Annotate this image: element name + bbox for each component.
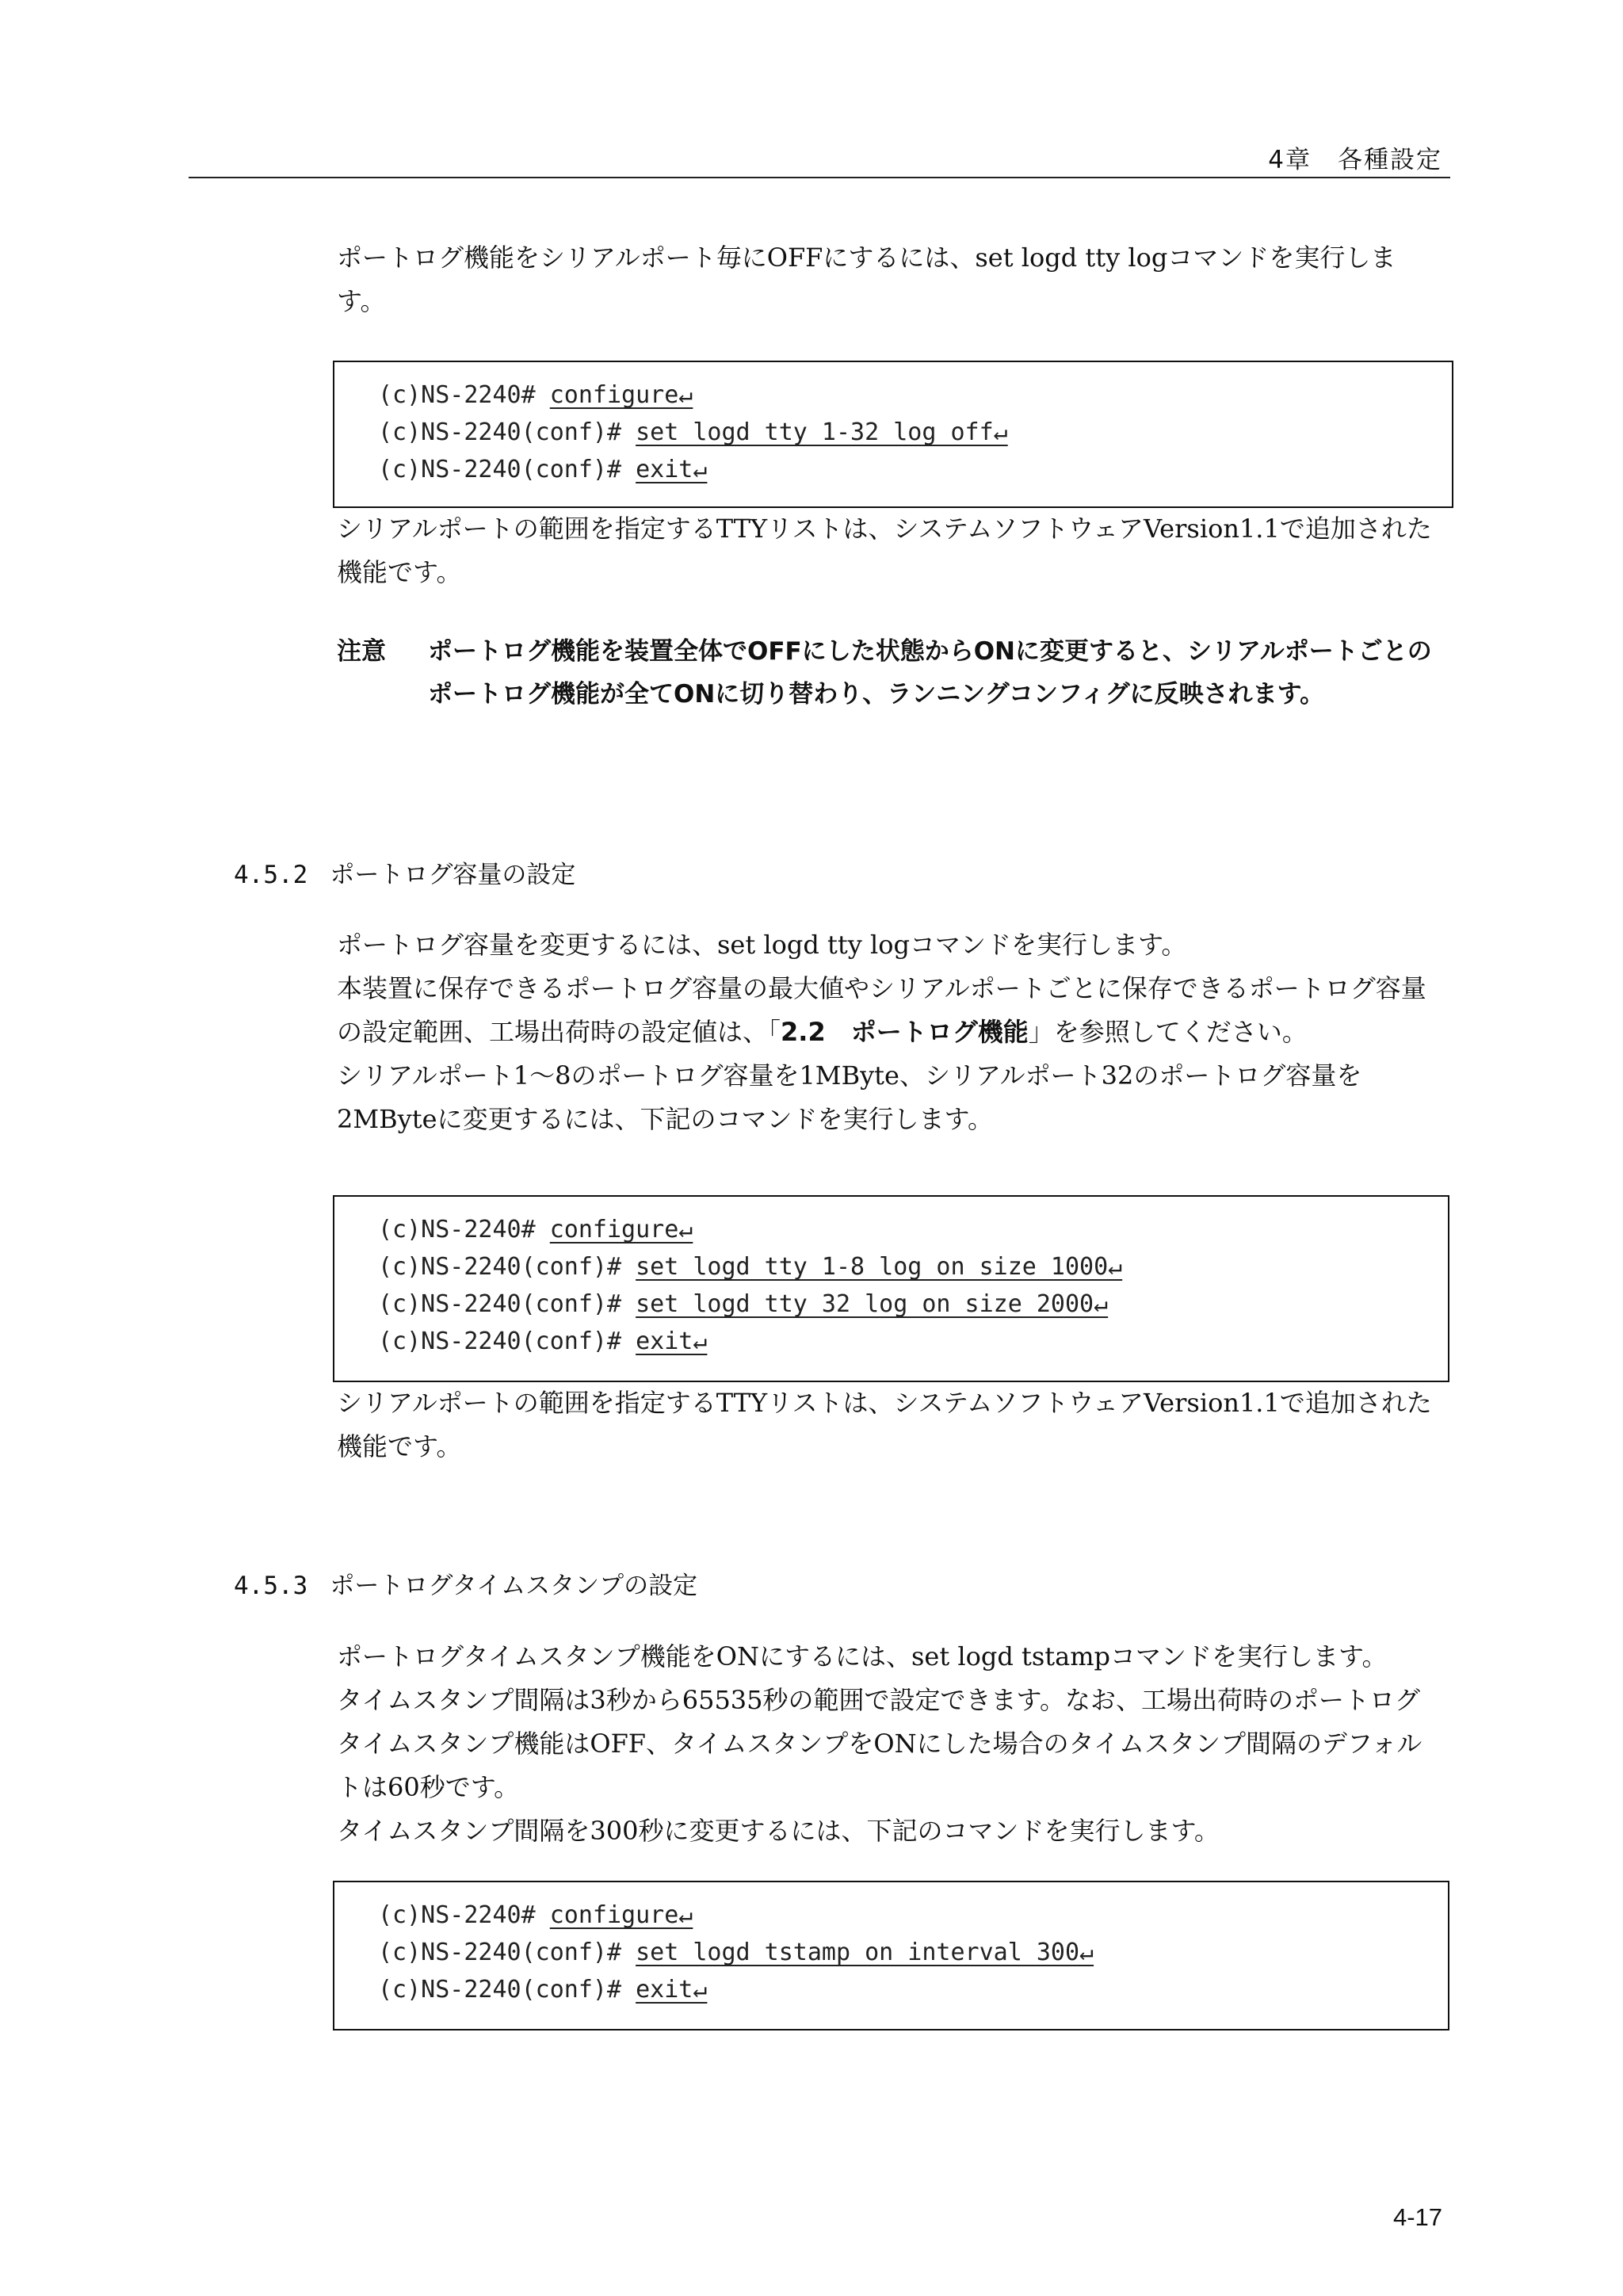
section-452-body — [337, 923, 1442, 1141]
command-line — [378, 1976, 707, 2004]
prompt: (c)NS-2240# — [378, 381, 550, 409]
caution-label: 注意 — [337, 637, 386, 666]
command-line — [378, 381, 693, 409]
paragraph: ポートログ容量を変更するには、set logd tty logコマンドを実行します。 — [337, 930, 1187, 960]
command-box-1 — [333, 361, 1453, 508]
command: exit↵ — [636, 1976, 708, 2004]
header-rule — [189, 177, 1450, 178]
text-span: 本装置に保存できるポートログ容量の最大値やシリアルポートごとに保存できるポートログ容量の設定範囲、工場出荷時の設定値は、「 — [337, 973, 1426, 1047]
cross-reference: 2.2 ポートログ機能 — [781, 1017, 1029, 1047]
caution-text: ポートログ機能を装置全体でOFFにした状態からONに変更すると、シリアルポートごとのポートログ機能が全てONに切り替わり、ランニングコンフィグに反映されます。 — [428, 637, 1432, 709]
prompt: (c)NS-2240(conf)# — [378, 1290, 636, 1318]
paragraph: シリアルポート1～8のポートログ容量を1MByte、シリアルポート32のポートログ容量を2MByteに変更するには、下記のコマンドを実行します。 — [337, 1060, 1362, 1134]
command: configure↵ — [549, 1216, 693, 1244]
intro-paragraph — [337, 236, 1442, 323]
prompt: (c)NS-2240(conf)# — [378, 1328, 636, 1355]
section-heading-453 — [234, 1565, 697, 1601]
command-line — [378, 418, 1008, 446]
command: exit↵ — [636, 456, 708, 483]
prompt: (c)NS-2240(conf)# — [378, 1939, 636, 1966]
section-number: 4.5.2 — [234, 861, 308, 889]
section-title: ポートログタイムスタンプの設定 — [330, 1572, 698, 1600]
command: set logd tty 1-32 log off↵ — [636, 418, 1008, 446]
command: set logd tty 32 log on size 2000↵ — [636, 1290, 1109, 1318]
ttylist-note-text: シリアルポートの範囲を指定するTTYリストは、システムソフトウェアVersion1.1で追加された機能です。 — [337, 514, 1432, 587]
ttylist-note-text: シリアルポートの範囲を指定するTTYリストは、システムソフトウェアVersion1.1で追加された機能です。 — [337, 1388, 1432, 1461]
command-line — [378, 1901, 693, 1929]
prompt: (c)NS-2240(conf)# — [378, 456, 636, 483]
prompt: (c)NS-2240# — [378, 1901, 550, 1929]
intro-text: ポートログ機能をシリアルポート毎にOFFにするには、set logd tty logコマンドを実行します。 — [337, 243, 1396, 316]
paragraph: ポートログタイムスタンプ機能をONにするには、set logd tstampコマンドを実行します。 — [337, 1641, 1388, 1671]
command: configure↵ — [549, 1901, 693, 1929]
paragraph: タイムスタンプ間隔を300秒に変更するには、下記のコマンドを実行します。 — [337, 1816, 1220, 1846]
command: set logd tstamp on interval 300↵ — [636, 1939, 1094, 1966]
section-453-body — [337, 1635, 1442, 1853]
command-line — [378, 1939, 1094, 1966]
command-line — [378, 1253, 1122, 1281]
prompt: (c)NS-2240(conf)# — [378, 418, 636, 446]
command: exit↵ — [636, 1328, 708, 1355]
section-heading-452 — [234, 854, 575, 890]
page-number: 4-17 — [1392, 2203, 1442, 2231]
section-number: 4.5.3 — [234, 1572, 308, 1600]
command-line — [378, 1216, 693, 1244]
text-span: 」を参照してください。 — [1028, 1017, 1308, 1047]
prompt: (c)NS-2240(conf)# — [378, 1976, 636, 2004]
ttylist-note-2 — [337, 1381, 1442, 1469]
section-title: ポートログ容量の設定 — [330, 861, 576, 889]
command-line — [378, 1328, 707, 1355]
caution-note — [337, 630, 1446, 765]
command-line — [378, 1290, 1108, 1318]
prompt: (c)NS-2240# — [378, 1216, 550, 1244]
prompt: (c)NS-2240(conf)# — [378, 1253, 636, 1281]
command: configure↵ — [549, 381, 693, 409]
command-line — [378, 456, 707, 483]
command-box-2 — [333, 1195, 1449, 1382]
paragraph — [337, 967, 1442, 1054]
chapter-header: 4章 各種設定 — [1268, 146, 1442, 174]
ttylist-note-1 — [337, 507, 1442, 594]
command: set logd tty 1-8 log on size 1000↵ — [636, 1253, 1123, 1281]
command-box-3 — [333, 1881, 1449, 2030]
paragraph: タイムスタンプ間隔は3秒から65535秒の範囲で設定できます。なお、工場出荷時のポートログタイムスタンプ機能はOFF、タイムスタンプをONにした場合のタイムスタンプ間隔のデフォルトは60秒です。 — [337, 1685, 1423, 1802]
